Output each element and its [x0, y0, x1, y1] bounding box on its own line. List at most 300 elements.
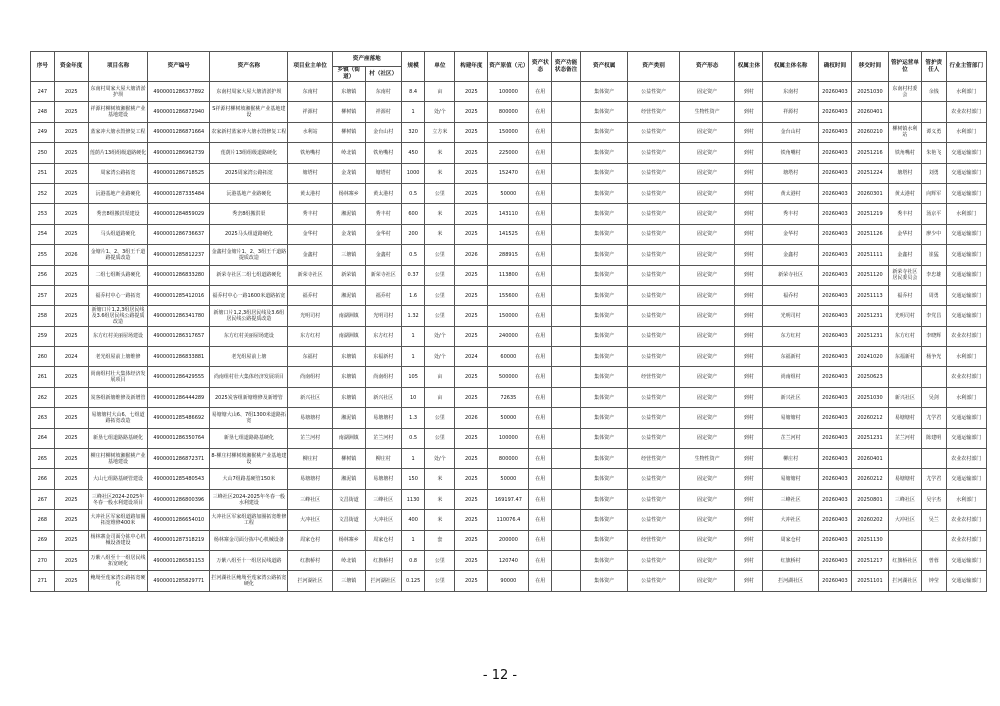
cell-operator: 光明司村 [888, 306, 921, 326]
cell-manager: 尤学君 [921, 408, 946, 428]
cell-seq: 264 [31, 428, 55, 448]
cell-operator [888, 367, 921, 387]
col-confirm-time: 确权时间 [818, 52, 851, 82]
cell-subject-name: 新兴社区 [763, 387, 819, 407]
cell-seq: 267 [31, 489, 55, 509]
cell-subject-name: 拦河湖社区 [763, 571, 819, 591]
cell-unit: 处/个 [425, 326, 455, 346]
cell-town: 湘泥镇 [332, 469, 365, 489]
col-subject: 权属主体 [735, 52, 763, 82]
cell-operator: 拦河湖社区 [888, 571, 921, 591]
cell-unit: 米 [425, 469, 455, 489]
cell-asset-code: 4900001286718525 [148, 163, 210, 183]
cell-status: 在用 [529, 82, 552, 102]
cell-town: 金龙镇 [332, 163, 365, 183]
cell-unit: 米 [425, 224, 455, 244]
cell-manager: 杨争光 [921, 347, 946, 367]
cell-village: 福乔村 [365, 285, 401, 305]
cell-project-name: 东方红村美丽屋场建设 [88, 326, 148, 346]
cell-asset-code: 4900001286800396 [148, 489, 210, 509]
cell-village: 大冲社区 [365, 510, 401, 530]
cell-operator: 东方红村 [888, 326, 921, 346]
cell-owner-unit: 福乔村 [288, 285, 332, 305]
cell-manager: 尤学君 [921, 469, 946, 489]
cell-manager [921, 449, 946, 469]
cell-village: 金华村 [365, 224, 401, 244]
cell-subject: 到村 [735, 469, 763, 489]
cell-build-year: 2025 [455, 449, 488, 469]
cell-original-value: 155600 [488, 285, 529, 305]
cell-category: 公益性资产 [628, 428, 680, 448]
cell-status: 在用 [529, 571, 552, 591]
cell-village: 祥源村 [365, 102, 401, 122]
cell-confirm-time: 20260403 [818, 449, 851, 469]
cell-func-status [552, 204, 581, 224]
cell-asset-name: 莲荫片13组组级道路硬化 [210, 143, 288, 163]
cell-asset-code: 4900001285812237 [148, 245, 210, 265]
table-row [31, 530, 987, 550]
cell-subject-name: 大冲社区 [763, 510, 819, 530]
cell-owner-unit: 周家仓村 [288, 530, 332, 550]
cell-form: 固定资产 [679, 326, 735, 346]
cell-town: 东塘镇 [332, 367, 365, 387]
cell-func-status [552, 469, 581, 489]
cell-func-status [552, 82, 581, 102]
cell-status: 在用 [529, 449, 552, 469]
cell-subject-name: 易塘塘村 [763, 469, 819, 489]
cell-dept: 农业农村部门 [946, 449, 986, 469]
cell-seq: 254 [31, 224, 55, 244]
cell-ownership: 集体资产 [580, 387, 627, 407]
cell-category: 公益性资产 [628, 204, 680, 224]
col-ownership: 资产权属 [580, 52, 627, 82]
cell-status: 在用 [529, 347, 552, 367]
cell-original-value: 169197.47 [488, 489, 529, 509]
cell-seq: 261 [31, 367, 55, 387]
cell-subject: 到村 [735, 204, 763, 224]
cell-build-year: 2025 [455, 122, 488, 142]
cell-unit: 亩 [425, 387, 455, 407]
cell-transfer-time: 20251216 [851, 143, 888, 163]
cell-asset-code: 4900001285829771 [148, 571, 210, 591]
cell-seq: 250 [31, 143, 55, 163]
cell-transfer-time: 20250801 [851, 489, 888, 509]
cell-original-value: 288915 [488, 245, 529, 265]
cell-fund-year: 2025 [54, 326, 88, 346]
cell-village: 东福新村 [365, 347, 401, 367]
cell-category: 公益性资产 [628, 408, 680, 428]
cell-func-status [552, 408, 581, 428]
cell-build-year: 2025 [455, 387, 488, 407]
cell-operator: 金华村 [888, 224, 921, 244]
cell-func-status [552, 224, 581, 244]
cell-seq: 263 [31, 408, 55, 428]
cell-subject-name: 金华村 [763, 224, 819, 244]
col-original-value: 资产原值（元） [488, 52, 529, 82]
cell-project-name: 易塘塘村大山6、七组道路拓宽改造 [88, 408, 148, 428]
cell-fund-year: 2025 [54, 489, 88, 509]
cell-category: 公益性资产 [628, 306, 680, 326]
cell-owner-unit: 塘塔村 [288, 163, 332, 183]
cell-project-name: 鲍坳至莲家湾公路拓宽硬化 [88, 571, 148, 591]
cell-scale: 0.8 [401, 550, 425, 570]
cell-subject: 到村 [735, 245, 763, 265]
cell-build-year: 2025 [455, 489, 488, 509]
cell-fund-year: 2026 [54, 245, 88, 265]
cell-transfer-time: 20251217 [851, 550, 888, 570]
cell-original-value: 240000 [488, 326, 529, 346]
cell-dept: 交通运输部门 [946, 143, 986, 163]
cell-unit: 公里 [425, 245, 455, 265]
cell-transfer-time: 20241020 [851, 347, 888, 367]
cell-owner-unit: 东南村 [288, 82, 332, 102]
cell-scale: 1.3 [401, 408, 425, 428]
table-row [31, 102, 987, 122]
cell-form: 生物性资产 [679, 449, 735, 469]
cell-subject-name: 塘塔村 [763, 163, 819, 183]
cell-fund-year: 2025 [54, 306, 88, 326]
cell-confirm-time: 20260403 [818, 550, 851, 570]
cell-fund-year: 2025 [54, 204, 88, 224]
cell-seq: 257 [31, 285, 55, 305]
cell-unit: 处/个 [425, 347, 455, 367]
cell-town: 岭北镇 [332, 143, 365, 163]
cell-ownership: 集体资产 [580, 306, 627, 326]
cell-dept: 交通运输部门 [946, 224, 986, 244]
cell-seq: 248 [31, 102, 55, 122]
table-row [31, 367, 987, 387]
cell-build-year: 2024 [455, 347, 488, 367]
cell-project-name: 马头组道路硬化 [88, 224, 148, 244]
cell-scale: 400 [401, 510, 425, 530]
cell-village: 易塘塘村 [365, 408, 401, 428]
cell-asset-code: 4900001286962739 [148, 143, 210, 163]
cell-fund-year: 2025 [54, 265, 88, 285]
cell-subject: 到村 [735, 183, 763, 203]
cell-project-name: 东南村周家大屋大塘清淤护坝 [88, 82, 148, 102]
table-row [31, 224, 987, 244]
cell-owner-unit: 光明司村 [288, 306, 332, 326]
cell-unit: 公里 [425, 265, 455, 285]
cell-unit: 亩 [425, 82, 455, 102]
cell-func-status [552, 183, 581, 203]
cell-seq: 255 [31, 245, 55, 265]
cell-manager: 李党昌 [921, 306, 946, 326]
cell-asset-code: 4900001286429555 [148, 367, 210, 387]
cell-form: 固定资产 [679, 489, 735, 509]
cell-original-value: 500000 [488, 367, 529, 387]
cell-func-status [552, 285, 581, 305]
cell-scale: 10 [401, 387, 425, 407]
cell-fund-year: 2025 [54, 82, 88, 102]
cell-town: 文昌街道 [332, 489, 365, 509]
cell-category: 经营性资产 [628, 367, 680, 387]
cell-asset-name: 拦河湖社区鲍坳至莲家湾公路拓宽硬化 [210, 571, 288, 591]
cell-asset-code: 4900001286833280 [148, 265, 210, 285]
cell-subject-name: 金鑫村 [763, 245, 819, 265]
cell-transfer-time: 20260301 [851, 183, 888, 203]
cell-form: 固定资产 [679, 306, 735, 326]
cell-scale: 1 [401, 347, 425, 367]
cell-project-name: 大山七组路基硬管建设 [88, 469, 148, 489]
cell-form: 固定资产 [679, 163, 735, 183]
cell-ownership: 集体资产 [580, 550, 627, 570]
cell-manager: 崔猛 [921, 245, 946, 265]
cell-build-year: 2025 [455, 367, 488, 387]
table-row [31, 82, 987, 102]
cell-asset-code: 4900001286872371 [148, 449, 210, 469]
cell-asset-name: 万紫八组至十一组居民线道路 [210, 550, 288, 570]
cell-form: 固定资产 [679, 510, 735, 530]
cell-subject-name: 秀丰村 [763, 204, 819, 224]
cell-manager: 钟莹 [921, 571, 946, 591]
cell-original-value: 50000 [488, 183, 529, 203]
cell-dept: 农业农村部门 [946, 530, 986, 550]
table-header [31, 52, 987, 82]
cell-subject-name: 光明司村 [763, 306, 819, 326]
cell-operator: 新兴社区 [888, 387, 921, 407]
cell-seq: 251 [31, 163, 55, 183]
cell-ownership: 集体资产 [580, 285, 627, 305]
table-row [31, 285, 987, 305]
cell-subject-name: 三峰社区 [763, 489, 819, 509]
cell-scale: 1 [401, 449, 425, 469]
cell-confirm-time: 20260403 [818, 102, 851, 122]
cell-owner-unit: 黄太港村 [288, 183, 332, 203]
cell-ownership: 集体资产 [580, 82, 627, 102]
cell-village: 塘塔村 [365, 163, 401, 183]
cell-fund-year: 2025 [54, 163, 88, 183]
cell-ownership: 集体资产 [580, 469, 627, 489]
cell-subject: 到村 [735, 306, 763, 326]
cell-transfer-time: 20251120 [851, 265, 888, 285]
cell-confirm-time: 20260403 [818, 571, 851, 591]
cell-build-year: 2025 [455, 326, 488, 346]
cell-scale: 1 [401, 102, 425, 122]
cell-operator: 三峰社区 [888, 489, 921, 509]
cell-original-value: 800000 [488, 102, 529, 122]
cell-project-name: 三峰社区2024-2025年冬春一般水利建设项目 [88, 489, 148, 509]
col-location: 资产座落地 [332, 52, 401, 67]
cell-seq: 249 [31, 122, 55, 142]
cell-original-value: 100000 [488, 82, 529, 102]
cell-owner-unit: 祥源村 [288, 102, 332, 122]
cell-build-year: 2025 [455, 82, 488, 102]
cell-seq: 266 [31, 469, 55, 489]
cell-confirm-time: 20260403 [818, 347, 851, 367]
cell-build-year: 2025 [455, 285, 488, 305]
cell-operator: 塘塔村 [888, 163, 921, 183]
col-operator: 管护运营单位 [888, 52, 921, 82]
col-status: 资产状态 [529, 52, 552, 82]
cell-original-value: 150000 [488, 306, 529, 326]
cell-build-year: 2025 [455, 163, 488, 183]
cell-subject: 到村 [735, 489, 763, 509]
cell-operator: 易塘塘村 [888, 408, 921, 428]
cell-build-year: 2025 [455, 102, 488, 122]
cell-subject-name: 尚南组村 [763, 367, 819, 387]
cell-fund-year: 2025 [54, 102, 88, 122]
cell-func-status [552, 245, 581, 265]
cell-fund-year: 2025 [54, 183, 88, 203]
cell-village: 东方红村 [365, 326, 401, 346]
cell-unit: 米 [425, 510, 455, 530]
cell-status: 在用 [529, 122, 552, 142]
col-category: 资产类别 [628, 52, 680, 82]
cell-form: 生物性资产 [679, 102, 735, 122]
cell-project-name: 周家湾公路拓宽 [88, 163, 148, 183]
table-body [31, 82, 987, 592]
cell-manager: 曾蓉 [921, 550, 946, 570]
cell-operator: 秀丰村 [888, 204, 921, 224]
col-dept: 行业主管部门 [946, 52, 986, 82]
cell-manager: 刘勇 [921, 163, 946, 183]
cell-subject: 到村 [735, 550, 763, 570]
cell-transfer-time: 20251231 [851, 306, 888, 326]
cell-scale: 0.125 [401, 571, 425, 591]
cell-ownership: 集体资产 [580, 143, 627, 163]
cell-scale: 105 [401, 367, 425, 387]
col-func-status: 资产功能状态备注 [552, 52, 581, 82]
cell-unit: 公里 [425, 183, 455, 203]
cell-town: 湘泥镇 [332, 408, 365, 428]
col-form: 资产形态 [679, 52, 735, 82]
cell-owner-unit: 东方红村 [288, 326, 332, 346]
cell-manager: 余钱 [921, 82, 946, 102]
cell-build-year: 2025 [455, 224, 488, 244]
cell-original-value: 141525 [488, 224, 529, 244]
cell-subject: 到村 [735, 122, 763, 142]
cell-owner-unit: 金鑫村 [288, 245, 332, 265]
cell-fund-year: 2025 [54, 285, 88, 305]
cell-dept: 交通运输部门 [946, 571, 986, 591]
cell-dept: 交通运输部门 [946, 183, 986, 203]
cell-scale: 320 [401, 122, 425, 142]
cell-func-status [552, 489, 581, 509]
cell-asset-name: 大山7组路基硬管150米 [210, 469, 288, 489]
cell-ownership: 集体资产 [580, 510, 627, 530]
cell-transfer-time: 20260210 [851, 122, 888, 142]
cell-operator: 芷兰河村 [888, 428, 921, 448]
cell-asset-name: 沅港基地产业路硬化 [210, 183, 288, 203]
cell-asset-name: 2025马头组道路硬化 [210, 224, 288, 244]
cell-project-name: 新垦七组道路路基硬化 [88, 428, 148, 448]
cell-ownership: 集体资产 [580, 204, 627, 224]
cell-owner-unit: 东福村 [288, 347, 332, 367]
cell-build-year: 2025 [455, 143, 488, 163]
cell-operator: 黄太港村 [888, 183, 921, 203]
table-row [31, 245, 987, 265]
cell-operator [888, 102, 921, 122]
cell-dept: 水利部门 [946, 122, 986, 142]
cell-category: 经营性资产 [628, 530, 680, 550]
cell-asset-code: 4900001287335484 [148, 183, 210, 203]
cell-project-name: 老光组屋前上塘维修 [88, 347, 148, 367]
cell-subject-name: 周家仓村 [763, 530, 819, 550]
cell-asset-name: 2025炭客组新塘维修及新增管 [210, 387, 288, 407]
cell-dept: 交通运输部门 [946, 285, 986, 305]
cell-town: 南湖洲镇 [332, 326, 365, 346]
asset-register-table [30, 51, 987, 592]
cell-subject-name: 易塘塘村 [763, 408, 819, 428]
cell-operator: 红旗桥社区 [888, 550, 921, 570]
cell-confirm-time: 20260403 [818, 265, 851, 285]
cell-village: 铁角嘴村 [365, 143, 401, 163]
cell-subject-name: 芷兰河村 [763, 428, 819, 448]
cell-ownership: 集体资产 [580, 428, 627, 448]
cell-ownership: 集体资产 [580, 265, 627, 285]
cell-project-name: 二组七组断头路硬化 [88, 265, 148, 285]
cell-unit: 米 [425, 204, 455, 224]
cell-confirm-time: 20260403 [818, 183, 851, 203]
page-number: - 12 - [482, 668, 518, 683]
cell-subject: 到村 [735, 387, 763, 407]
cell-town: 三塘镇 [332, 571, 365, 591]
cell-subject: 到村 [735, 530, 763, 550]
cell-subject-name: 红旗桥村 [763, 550, 819, 570]
cell-dept: 水利部门 [946, 82, 986, 102]
col-project-name: 项目名称 [88, 52, 148, 82]
cell-scale: 1.32 [401, 306, 425, 326]
cell-transfer-time: 20251219 [851, 204, 888, 224]
cell-form: 固定资产 [679, 387, 735, 407]
cell-owner-unit: 易塘塘村 [288, 469, 332, 489]
col-asset-name: 资产名称 [210, 52, 288, 82]
cell-status: 在用 [529, 204, 552, 224]
cell-transfer-time: 20251126 [851, 224, 888, 244]
col-subject-name: 权属主体名称 [763, 52, 819, 82]
cell-subject: 到村 [735, 449, 763, 469]
cell-category: 公益性资产 [628, 510, 680, 530]
cell-transfer-time: 20260212 [851, 469, 888, 489]
cell-transfer-time: 20251224 [851, 163, 888, 183]
cell-form: 固定资产 [679, 367, 735, 387]
cell-status: 在用 [529, 408, 552, 428]
cell-dept: 水利部门 [946, 347, 986, 367]
cell-func-status [552, 102, 581, 122]
cell-manager: 李忠雄 [921, 265, 946, 285]
cell-dept: 水利部门 [946, 204, 986, 224]
cell-status: 在用 [529, 326, 552, 346]
cell-asset-code: 4900001286350764 [148, 428, 210, 448]
cell-form: 固定资产 [679, 285, 735, 305]
cell-asset-code: 4900001284859029 [148, 204, 210, 224]
cell-scale: 1 [401, 530, 425, 550]
cell-fund-year: 2025 [54, 367, 88, 387]
cell-project-name: 新塘口片1,2,3组居民线及3.6组居民线公路提质改造 [88, 306, 148, 326]
table-row [31, 550, 987, 570]
cell-town: 岭北镇 [332, 550, 365, 570]
cell-project-name: 秀峦8组搬洪渠建设 [88, 204, 148, 224]
cell-town: 柳树镇 [332, 449, 365, 469]
cell-subject: 到村 [735, 82, 763, 102]
cell-seq: 270 [31, 550, 55, 570]
cell-fund-year: 2025 [54, 387, 88, 407]
col-fund-year: 资金年度 [54, 52, 88, 82]
cell-confirm-time: 20260403 [818, 204, 851, 224]
cell-town: 金龙镇 [332, 224, 365, 244]
cell-village: 尚南组村 [365, 367, 401, 387]
cell-dept: 水利部门 [946, 387, 986, 407]
cell-status: 在用 [529, 245, 552, 265]
table-row [31, 122, 987, 142]
cell-operator: 铁角嘴村 [888, 143, 921, 163]
cell-original-value: 90000 [488, 571, 529, 591]
cell-town: 杨林寨乡 [332, 530, 365, 550]
cell-village: 柳庄村 [365, 449, 401, 469]
cell-seq: 259 [31, 326, 55, 346]
cell-build-year: 2025 [455, 510, 488, 530]
